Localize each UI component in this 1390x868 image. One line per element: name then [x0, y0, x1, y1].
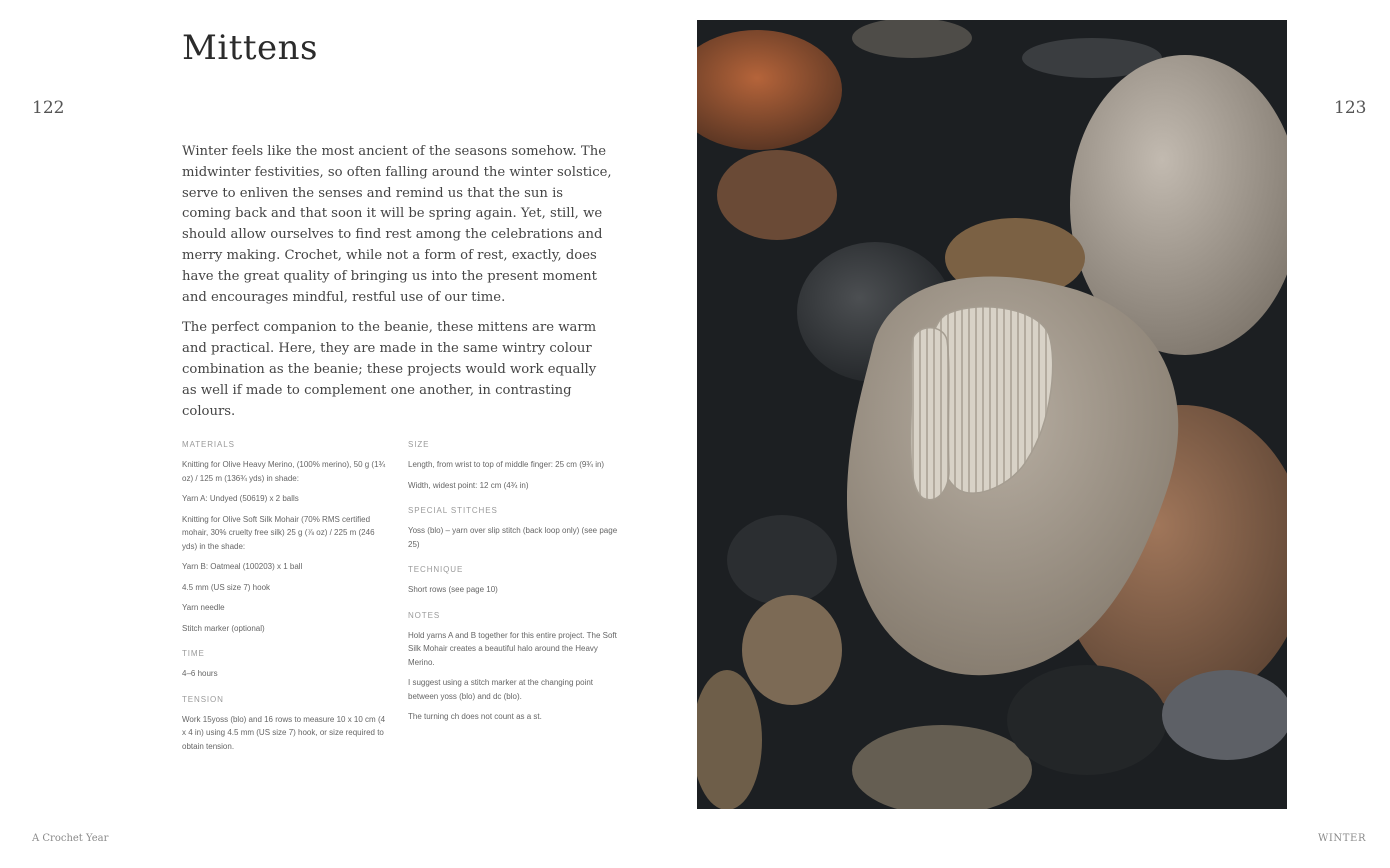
- time-section: [182, 649, 387, 681]
- section-text: 4.5 mm (US size 7) hook: [182, 582, 271, 592]
- intro-paragraph: The perfect companion to the beanie, these mittens are warm and practical. Here, they are made in the same wintry colour combination as the beanie; these projects would work equally as well if made to complement one another, in contrasting colours.: [182, 320, 597, 419]
- photo-illustration: [697, 20, 1287, 809]
- section-text: Hold yarns A and B together for this entire project. The Soft Silk Mohair creates a beautiful halo around the Heavy Merino.: [408, 630, 617, 667]
- intro-paragraph: Winter feels like the most ancient of the seasons somehow. The midwinter festivities, so often falling around the winter solstice, serve to enliven the senses and remind us that the sun is coming back and that soon it will be spring again. Yet, still, we should allow ourselves to find rest among the celebrations and merry making. Crochet, while not a form of rest, exactly, does have the great quality of bringing us into the present moment and encourages mindful, restful use of our time.: [182, 144, 612, 305]
- slate-pebble: [1162, 670, 1287, 760]
- section-text: Length, from wrist to top of middle finger: 25 cm (9¾ in): [408, 460, 605, 469]
- section-heading: MATERIALS: [182, 440, 235, 449]
- section-text: Work 15yoss (blo) and 16 rows to measure 10 x 10 cm (4 x 4 in) using 4.5 mm (US size 7) hook, or size required to obtain tension.: [182, 714, 386, 751]
- intro-text: [182, 142, 612, 432]
- section-text: Width, widest point: 12 cm (4¾ in): [408, 480, 529, 490]
- section-text: Knitting for Olive Heavy Merino, (100% merino), 50 g (1¾ oz) / 125 m (136¾ yds) in shade:: [182, 460, 386, 483]
- mitten-thumb: [911, 328, 949, 500]
- page-number-left: 122: [32, 98, 65, 118]
- small-stone: [742, 595, 842, 705]
- section-text: The turning ch does not count as a st.: [408, 712, 542, 721]
- special-stitches-section: [408, 506, 618, 551]
- section-heading: NOTES: [408, 610, 441, 620]
- section-text: Short rows (see page 10): [408, 585, 498, 594]
- materials-section: [182, 440, 387, 635]
- running-footer-book-title: A Crochet Year: [32, 833, 109, 844]
- tension-section: [182, 695, 387, 754]
- dark-pebble: [1007, 665, 1167, 775]
- section-text: 4–6 hours: [182, 669, 218, 678]
- page-number-right: 123: [1334, 98, 1367, 118]
- section-text: Stitch marker (optional): [182, 623, 265, 633]
- section-heading: SIZE: [408, 440, 430, 449]
- brown-pebble: [717, 150, 837, 240]
- size-section: [408, 440, 618, 492]
- page-title: Mittens: [182, 28, 318, 68]
- notes-section: [408, 611, 618, 724]
- section-heading: SPECIAL STITCHES: [408, 506, 498, 515]
- section-text: Yoss (blo) – yarn over slip stitch (back loop only) (see page 25): [408, 526, 618, 549]
- dark-pebble: [727, 515, 837, 605]
- running-footer-section: WINTER: [1318, 833, 1367, 844]
- specs-left-column: [182, 440, 387, 767]
- section-text: Yarn A: Undyed (50619) x 2 balls: [182, 494, 299, 503]
- photo-mitten-on-stones: [697, 20, 1287, 809]
- section-text: Yarn needle: [182, 603, 225, 612]
- section-text: Yarn B: Oatmeal (100203) x 1 ball: [182, 562, 303, 571]
- section-text: I suggest using a stitch marker at the changing point between yoss (blo) and dc (blo).: [408, 678, 593, 701]
- section-heading: TENSION: [182, 694, 224, 704]
- section-heading: TIME: [182, 649, 205, 658]
- technique-section: [408, 565, 618, 597]
- section-text: Knitting for Olive Soft Silk Mohair (70% RMS certified mohair, 30% cruelty free silk) 25 g (⅞ oz) / 225 m (246 yds) in the shade:: [182, 514, 375, 551]
- specs-right-column: [408, 440, 618, 738]
- section-heading: TECHNIQUE: [408, 565, 464, 574]
